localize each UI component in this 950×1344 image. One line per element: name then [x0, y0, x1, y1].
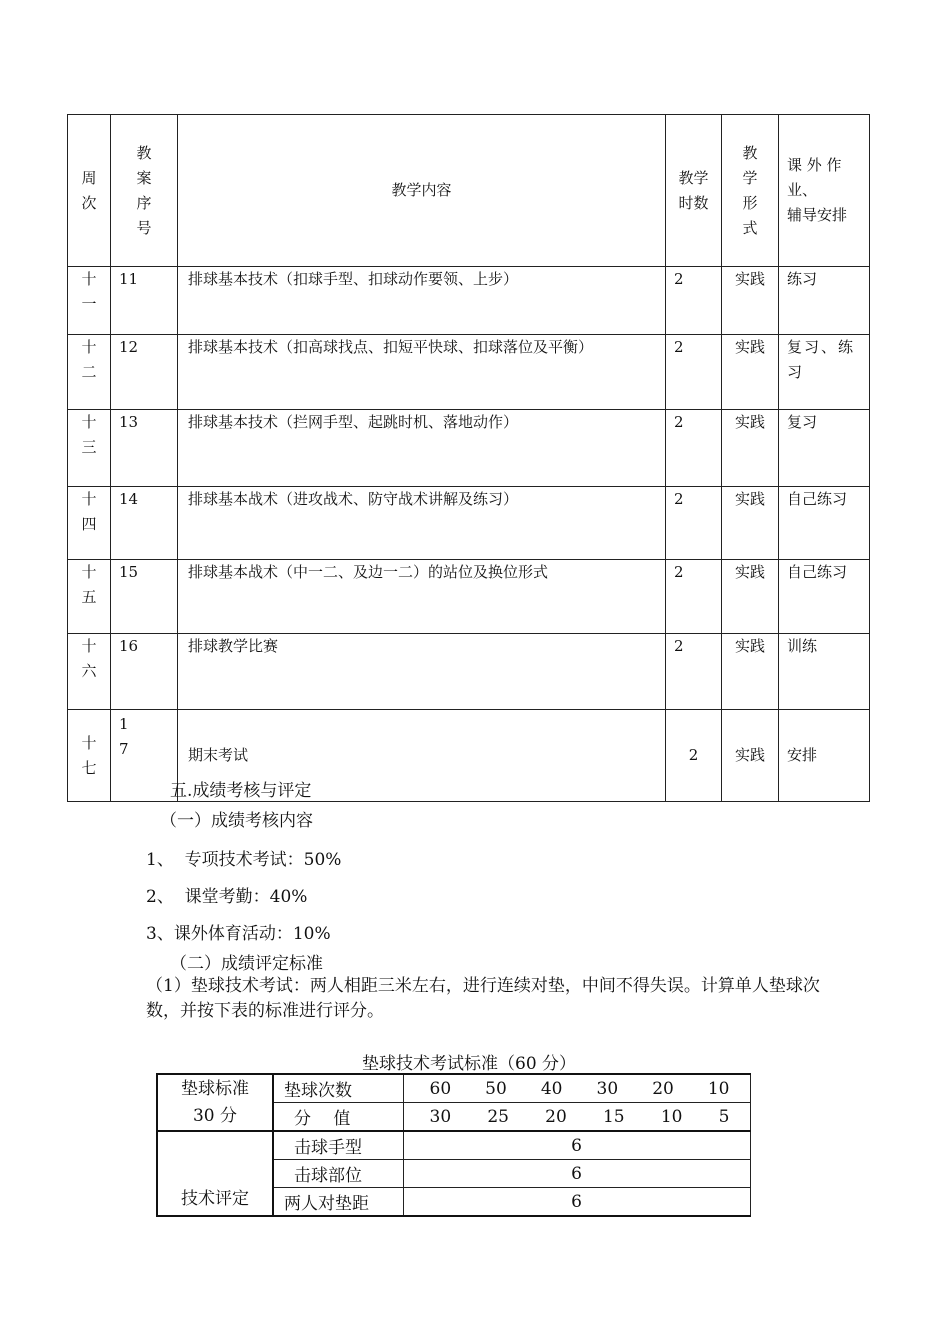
score-value: 25 [487, 1106, 509, 1127]
section-heading: 五.成绩考核与评定 [170, 781, 312, 801]
content-cell: 排球基本战术（进攻战术、防守战术讲解及练习） [178, 487, 666, 560]
extra-cell: 复习、练习 [779, 335, 870, 410]
tech-label: 击球部位 [273, 1160, 403, 1188]
table-row [68, 560, 870, 634]
assessment-item-3: 3、课外体育活动：10% [146, 924, 331, 944]
table-row [68, 267, 870, 335]
hours-cell: 2 [666, 410, 722, 487]
form-cell: 实践 [722, 634, 779, 710]
table-row [68, 487, 870, 560]
form-cell: 实践 [722, 560, 779, 634]
form-cell: 实践 [722, 335, 779, 410]
schedule-table [67, 114, 870, 802]
form-cell: 实践 [722, 410, 779, 487]
score-value: 20 [545, 1106, 567, 1127]
extra-cell: 自己练习 [779, 560, 870, 634]
table-row [68, 335, 870, 410]
score-values [404, 1107, 750, 1127]
tech-row [157, 1131, 750, 1160]
week-cell: 十六 [81, 637, 97, 680]
content-cell: 排球基本技术（扣高球找点、扣短平快球、扣球落位及平衡） [178, 335, 666, 410]
tech-value: 6 [403, 1160, 750, 1188]
assessment-item-2: 2、 课堂考勤：40% [146, 887, 308, 907]
extra-cell: 自己练习 [779, 487, 870, 560]
standards-table-title: 垫球技术考试标准（60 分） [362, 1054, 577, 1074]
header-week: 周次 [68, 115, 111, 267]
lesson-no-cell: 16 [111, 634, 178, 710]
header-hours: 教学时数 [666, 115, 722, 267]
hours-cell: 2 [666, 267, 722, 335]
lesson-no-cell: 17 [119, 715, 129, 758]
standards-table [156, 1073, 751, 1217]
group-standard-line2: 30 分 [192, 1105, 238, 1126]
score-value: 15 [602, 1106, 625, 1127]
subheading-assessment-content: （一）成绩考核内容 [160, 811, 313, 831]
group-standard [157, 1074, 273, 1131]
group-technique: 技术评定 [157, 1131, 273, 1216]
header-form: 教学形式 [722, 115, 779, 267]
table-row [68, 634, 870, 710]
hours-cell: 2 [666, 634, 722, 710]
week-cell: 十二 [81, 338, 97, 381]
extra-cell: 安排 [779, 710, 870, 802]
form-cell: 实践 [722, 710, 779, 802]
tech-label: 击球手型 [273, 1131, 403, 1160]
hours-cell: 2 [666, 560, 722, 634]
count-values [404, 1079, 750, 1099]
score-value: 30 [429, 1106, 452, 1127]
form-cell: 实践 [722, 267, 779, 335]
tech-value: 6 [403, 1188, 750, 1217]
count-value: 10 [707, 1078, 730, 1099]
content-cell: 排球基本战术（中一二、及边一二）的站位及换位形式 [178, 560, 666, 634]
extra-cell: 练习 [779, 267, 870, 335]
header-extra-line1: 课 外 作 业、 [787, 156, 842, 199]
lesson-no-cell: 13 [111, 410, 178, 487]
lesson-no-cell: 11 [111, 267, 178, 335]
count-value: 60 [429, 1078, 452, 1099]
header-content: 教学内容 [178, 115, 666, 267]
week-cell: 十七 [81, 733, 97, 777]
content-cell: 期末考试 [178, 710, 666, 802]
header-extra-line2: 辅导安排 [787, 206, 848, 224]
lesson-no-cell: 14 [111, 487, 178, 560]
assessment-item-1: 1、 专项技术考试：50% [146, 850, 342, 870]
count-value: 40 [540, 1078, 563, 1099]
score-label: 分 值 [273, 1103, 403, 1132]
form-cell: 实践 [722, 487, 779, 560]
subheading-grading-standard: （二）成绩评定标准 [170, 954, 323, 974]
count-value: 50 [485, 1078, 507, 1099]
hours-cell: 2 [666, 335, 722, 410]
score-value: 10 [660, 1106, 683, 1127]
extra-cell: 复习 [779, 410, 870, 487]
table-row [68, 410, 870, 487]
count-row [157, 1074, 750, 1103]
tech-label: 两人对垫距 [273, 1188, 403, 1217]
header-lesson-no: 教案序号 [111, 115, 178, 267]
content-cell: 排球基本技术（扣球手型、扣球动作要领、上步） [178, 267, 666, 335]
hours-cell: 2 [666, 710, 722, 802]
week-cell: 十三 [81, 413, 97, 456]
lesson-no-cell: 15 [111, 560, 178, 634]
content-cell: 排球基本技术（拦网手型、起跳时机、落地动作） [178, 410, 666, 487]
tech-value: 6 [403, 1131, 750, 1160]
hours-cell: 2 [666, 487, 722, 560]
extra-cell: 训练 [779, 634, 870, 710]
week-cell: 十四 [81, 490, 97, 533]
content-cell: 排球教学比赛 [178, 634, 666, 710]
header-extra [779, 115, 870, 267]
grading-paragraph: （1）垫球技术考试：两人相距三米左右，进行连续对垫，中间不得失误。计算单人垫球次数，并按下表的标准进行评分。 [146, 976, 820, 1021]
schedule-header-row [68, 115, 870, 267]
score-value: 5 [718, 1106, 730, 1127]
lesson-no-cell: 12 [111, 335, 178, 410]
count-value: 20 [652, 1078, 674, 1099]
week-cell: 十五 [81, 563, 97, 606]
week-cell: 十一 [81, 270, 97, 313]
count-value: 30 [596, 1078, 619, 1099]
count-label: 垫球次数 [273, 1074, 403, 1103]
group-standard-line1: 垫球标准 [181, 1078, 249, 1099]
